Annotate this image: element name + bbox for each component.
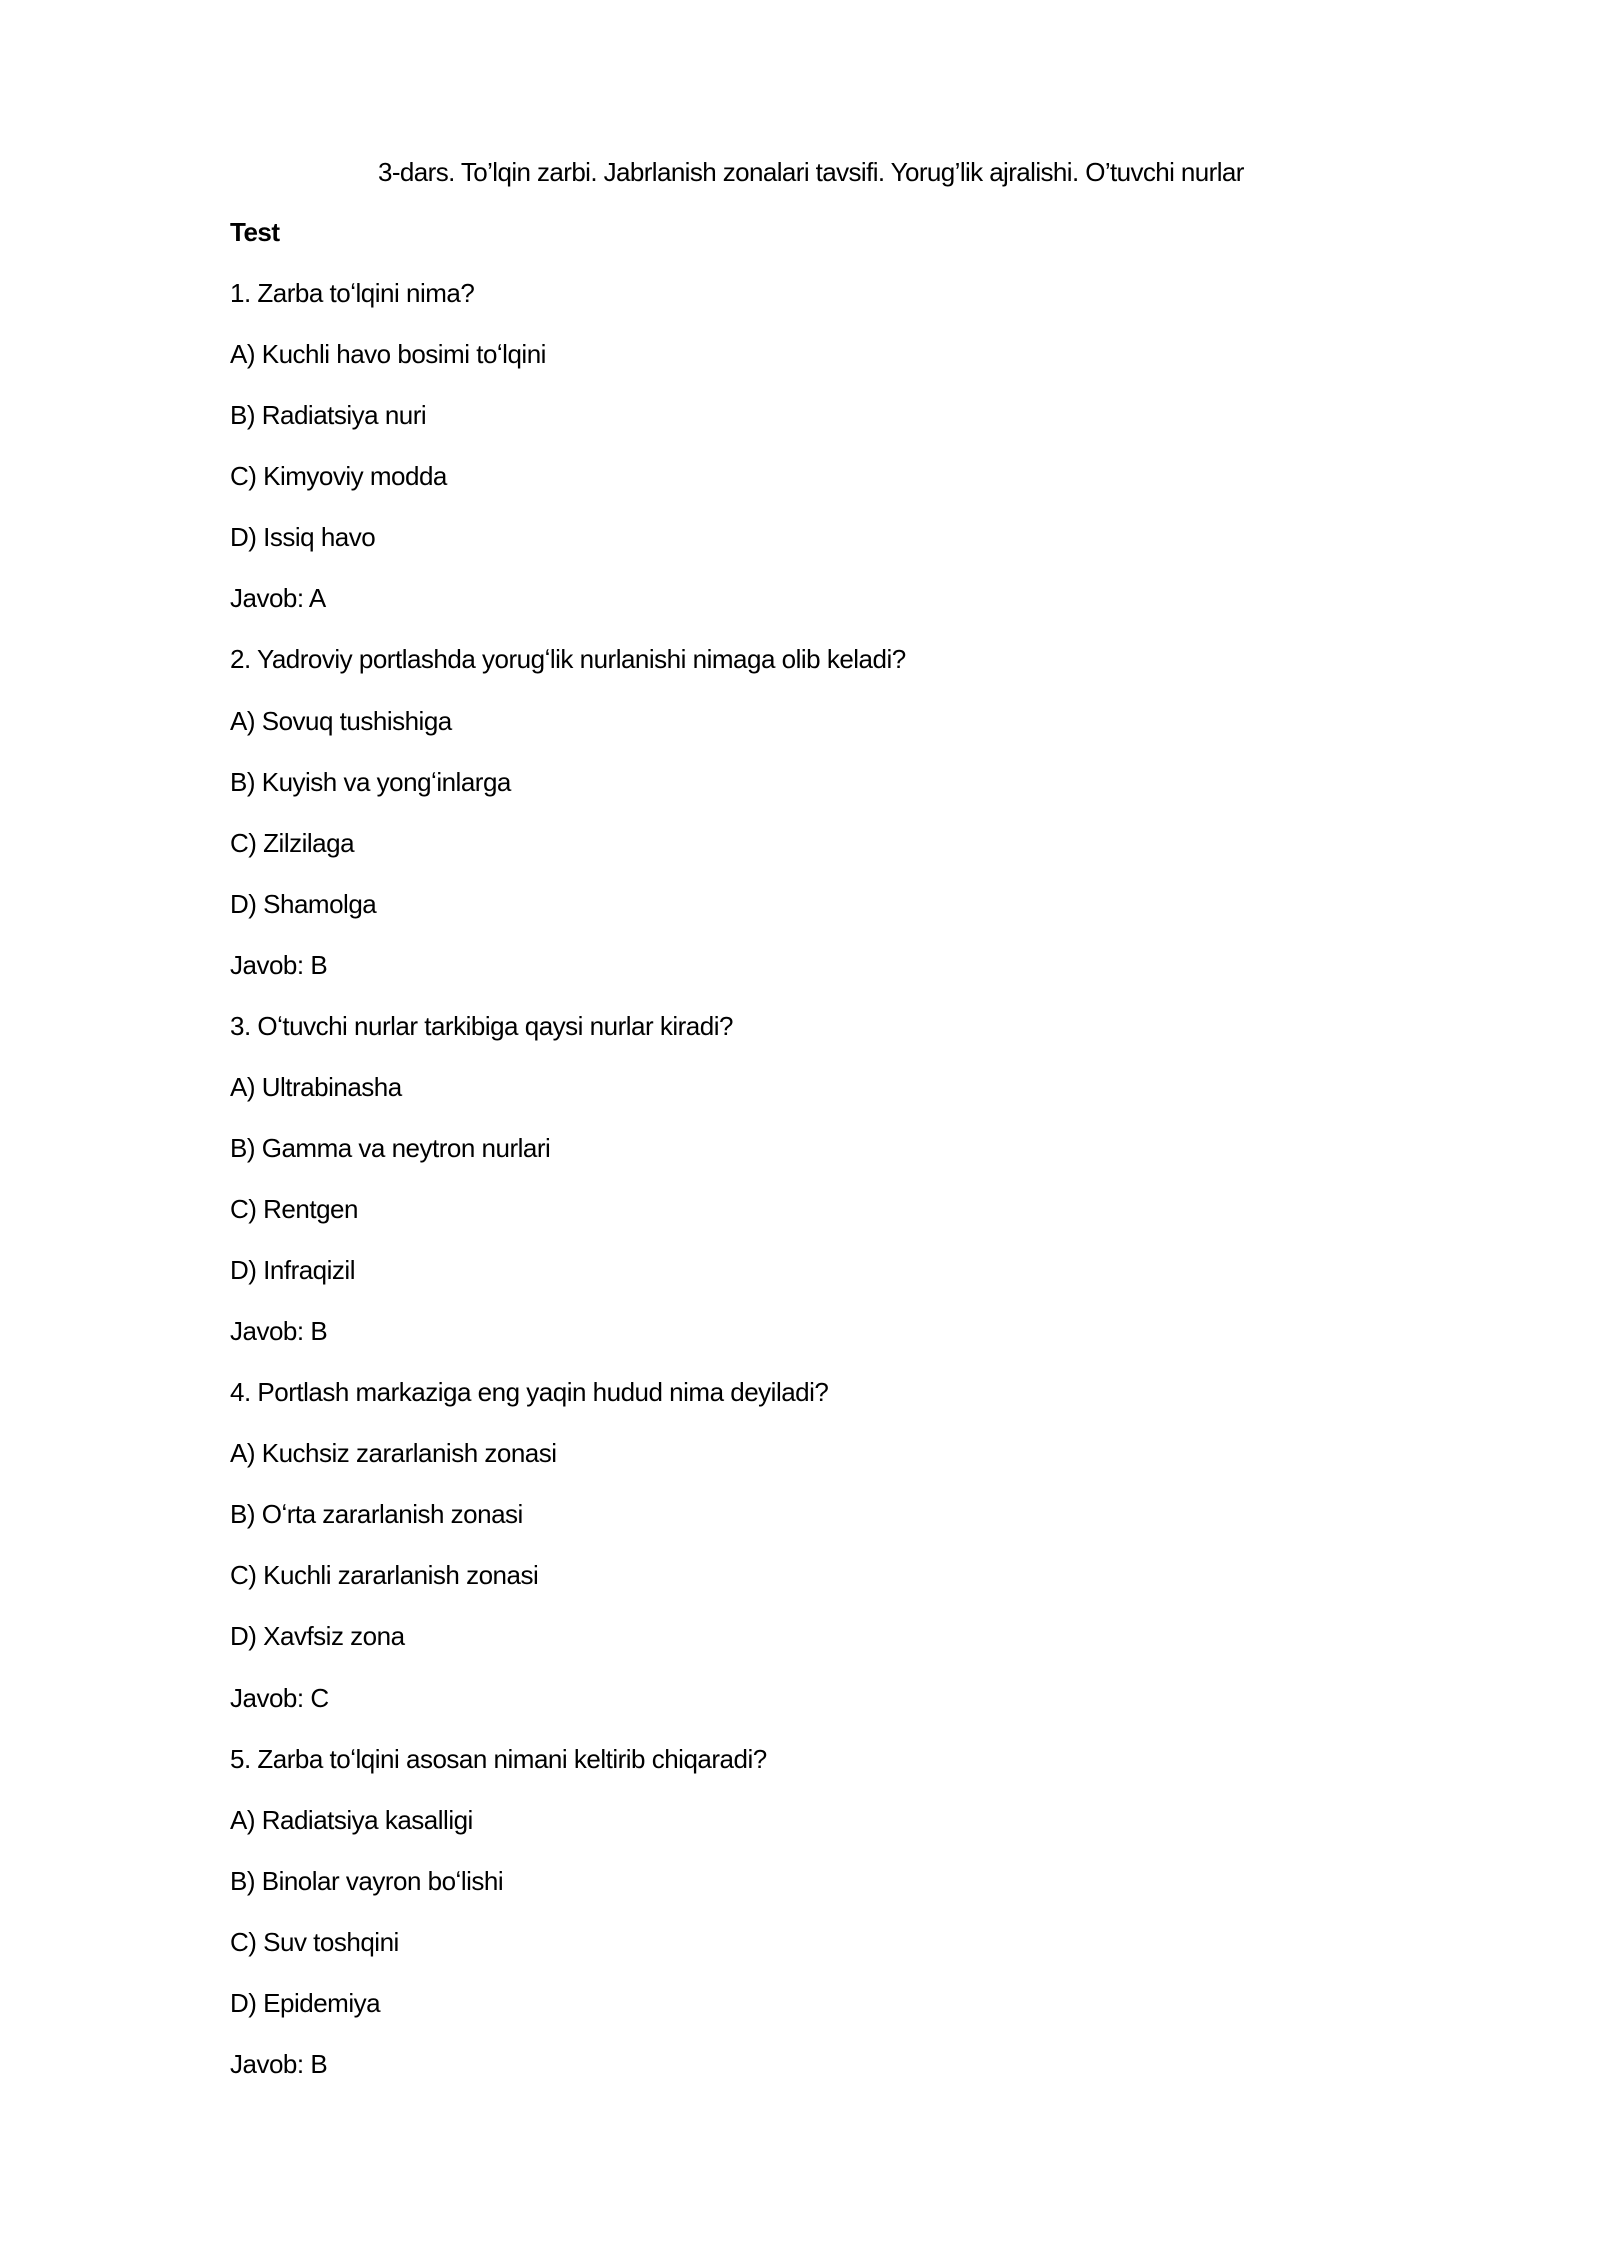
- question-text: 3. Oʻtuvchi nurlar tarkibiga qaysi nurlar kiradi?: [230, 1010, 733, 1041]
- question-block-1: [230, 273, 906, 639]
- question-text: 4. Portlash markaziga eng yaqin hudud nima deyiladi?: [230, 1377, 829, 1408]
- question-text: 5. Zarba toʻlqini asosan nimani keltirib chiqaradi?: [230, 1743, 767, 1774]
- correct-answer: Javob: B: [230, 1316, 328, 1347]
- answer-option-a: A) Radiatsiya kasalligi: [230, 1804, 473, 1835]
- answer-option-d: D) Xavfsiz zona: [230, 1621, 405, 1652]
- question-text: 2. Yadroviy portlashda yorugʻlik nurlanishi nimaga olib keladi?: [230, 644, 906, 675]
- question-text: 1. Zarba toʻlqini nima?: [230, 278, 475, 309]
- answer-option-d: D) Infraqizil: [230, 1255, 355, 1286]
- answer-option-c: C) Kuchli zararlanish zonasi: [230, 1560, 539, 1591]
- question-block-2: [230, 639, 906, 1005]
- answer-option-c: C) Zilzilaga: [230, 827, 355, 858]
- correct-answer: Javob: B: [230, 2048, 328, 2079]
- answer-option-c: C) Suv toshqini: [230, 1926, 399, 1957]
- answer-option-d: D) Epidemiya: [230, 1987, 381, 2018]
- document-body: [230, 212, 906, 2105]
- answer-option-d: D) Shamolga: [230, 888, 377, 919]
- correct-answer: Javob: A: [230, 583, 326, 614]
- document-title: 3-dars. To’lqin zarbi. Jabrlanish zonalari tavsifi. Yorug’lik ajralishi. O’tuvchi nurlar: [378, 157, 1244, 187]
- answer-option-b: B) Binolar vayron boʻlishi: [230, 1865, 504, 1896]
- question-block-5: [230, 1739, 906, 2105]
- answer-option-a: A) Sovuq tushishiga: [230, 705, 452, 736]
- answer-option-a: A) Kuchsiz zararlanish zonasi: [230, 1438, 557, 1469]
- answer-option-a: A) Ultrabinasha: [230, 1071, 402, 1102]
- answer-option-c: C) Kimyoviy modda: [230, 461, 447, 492]
- answer-option-a: A) Kuchli havo bosimi toʻlqini: [230, 339, 546, 370]
- answer-option-b: B) Oʻrta zararlanish zonasi: [230, 1499, 523, 1530]
- answer-option-b: B) Kuyish va yongʻinlarga: [230, 766, 511, 797]
- section-heading: Test: [230, 217, 280, 247]
- answer-option-b: B) Radiatsiya nuri: [230, 400, 427, 431]
- question-block-4: [230, 1372, 906, 1738]
- answer-option-b: B) Gamma va neytron nurlari: [230, 1132, 551, 1163]
- correct-answer: Javob: B: [230, 949, 328, 980]
- answer-option-c: C) Rentgen: [230, 1194, 358, 1224]
- question-block-3: [230, 1006, 906, 1372]
- answer-option-d: D) Issiq havo: [230, 522, 376, 553]
- correct-answer: Javob: C: [230, 1682, 329, 1713]
